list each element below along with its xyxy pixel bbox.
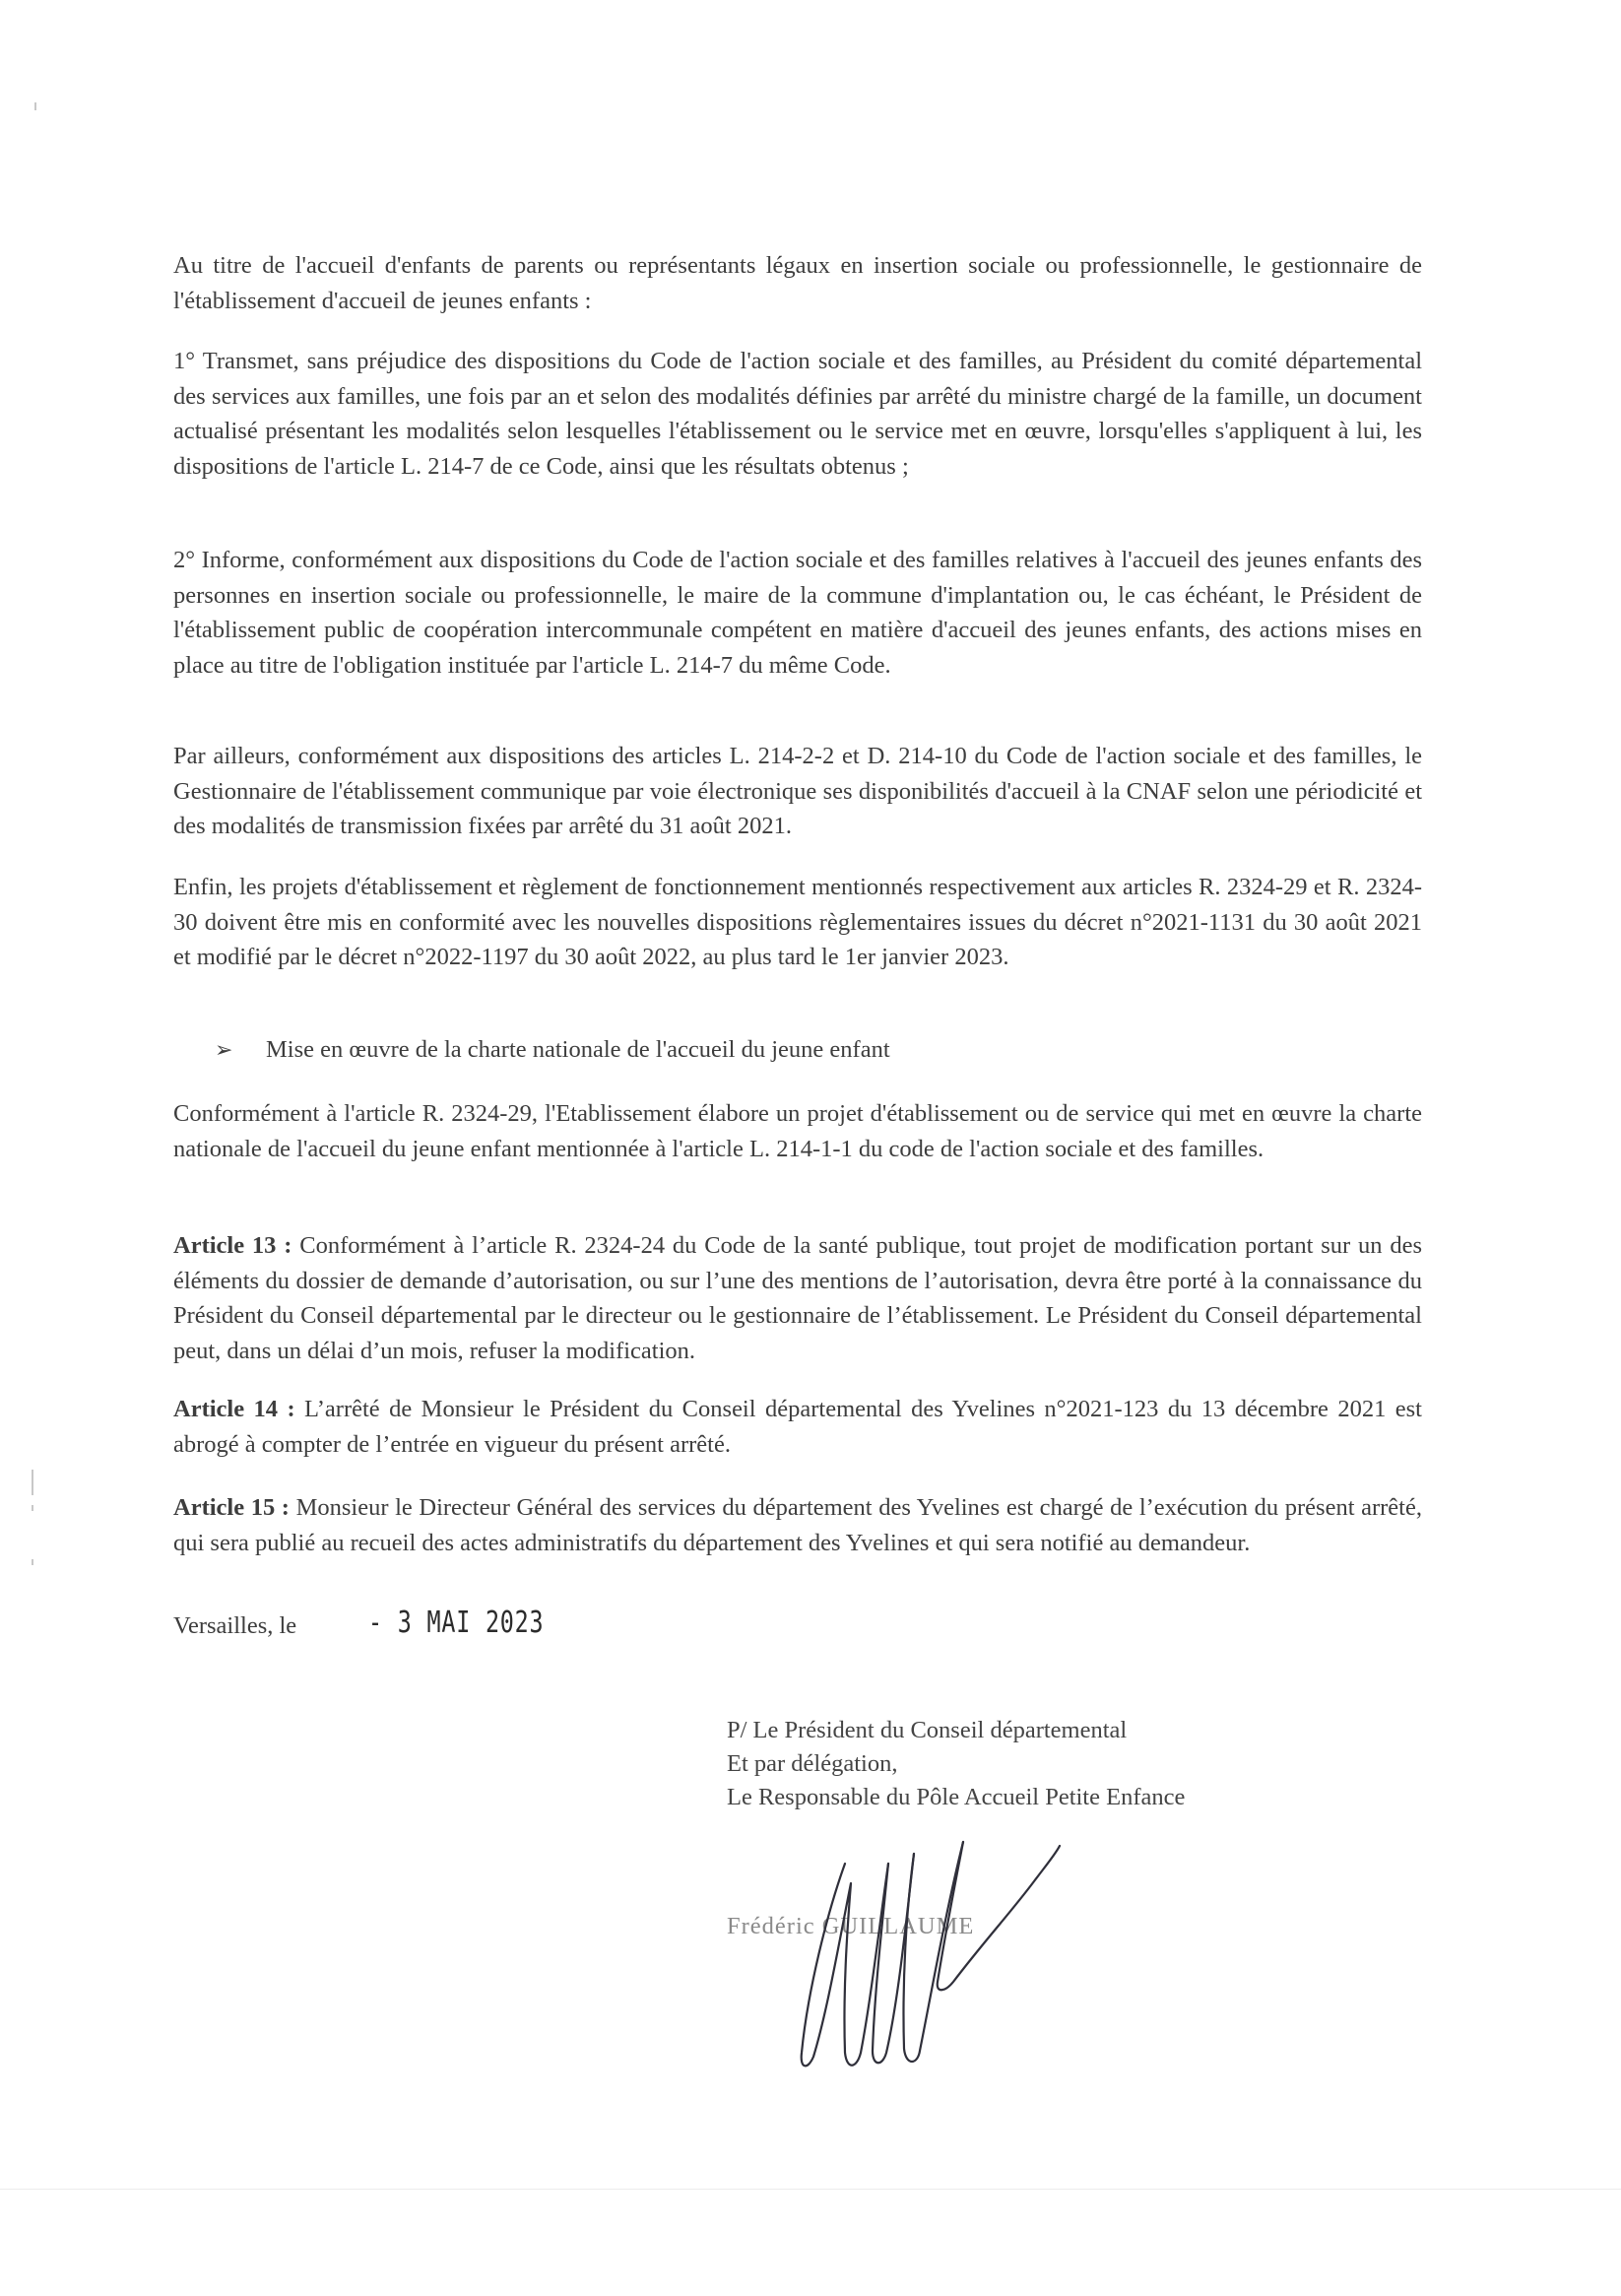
article-14 xyxy=(173,1392,1422,1462)
article-13 xyxy=(173,1228,1422,1368)
scan-mark-side-2 xyxy=(32,1505,33,1511)
paragraph-cnaf xyxy=(173,739,1422,844)
article-15 xyxy=(173,1490,1422,1560)
paragraph-item-1 xyxy=(173,344,1422,484)
scan-mark-side xyxy=(32,1470,33,1495)
article-label: Article 15 : xyxy=(173,1494,290,1521)
paragraph-text: Enfin, les projets d'établissement et règlement de fonctionnement mentionnés respectivement aux articles R. 2324-29 et R. 2324-30 doivent être mis en conformité avec les nouvelles dispositions règlementaires issues du décret n°2021-1131 du 30 août 2021 et modifié par le décret n°2022-1197 du 30 août 2022, au plus tard le 1er janvier 2023. xyxy=(173,874,1422,970)
scan-mark-top xyxy=(34,102,36,110)
paragraph-text: 2° Informe, conformément aux dispositions du Code de l'action sociale et des familles relatives à l'accueil des jeunes enfants des personnes en insertion sociale ou professionnelle, le maire de la commune d'implantation ou, le cas échéant, le Président de l'établissement public de coopération intercommunale compétent en matière d'accueil des jeunes enfants, des actions mises en place au titre de l'obligation instituée par l'article L. 214-7 du même Code. xyxy=(173,547,1422,679)
article-label: Article 14 : xyxy=(173,1396,295,1422)
paragraph-intro xyxy=(173,248,1422,318)
article-label: Article 13 : xyxy=(173,1232,292,1259)
scan-mark-side-3 xyxy=(32,1559,33,1565)
article-text: Conformément à l’article R. 2324-24 du Code de la santé publique, tout projet de modification portant sur un des éléments du dossier de demande d’autorisation, ou sur l’une des mentions de l’autorisation, devra être porté à la connaissance du Président du Conseil départemental par le directeur ou le gestionnaire de l’établissement. Le Président du Conseil départemental peut, dans un délai d’un mois, refuser la modification. xyxy=(173,1232,1423,1364)
signatory-title-line-2: Et par délégation, xyxy=(727,1750,898,1777)
section-heading: Mise en œuvre de la charte nationale de l'accueil du jeune enfant xyxy=(266,1036,890,1063)
paragraph-text: Conformément à l'article R. 2324-29, l'Etablissement élabore un projet d'établissement ou de service qui met en œuvre la charte nationale de l'accueil du jeune enfant mentionnée à l'article L. 214-1-1 du code de l'action sociale et des familles. xyxy=(173,1100,1422,1162)
signatory-title-line-3: Le Responsable du Pôle Accueil Petite Enfance xyxy=(727,1784,1186,1810)
signer-name: Frédéric GUILLAUME xyxy=(727,1913,975,1939)
paragraph-text: Par ailleurs, conformément aux dispositions des articles L. 214-2-2 et D. 214-10 du Code de l'action sociale et des familles, le Gestionnaire de l'établissement communique par voie électronique ses disponibilités d'accueil à la CNAF selon une périodicité et des modalités de transmission fixées par arrêté du 31 août 2021. xyxy=(173,743,1422,839)
paragraph-text: Au titre de l'accueil d'enfants de parents ou représentants légaux en insertion sociale ou professionnelle, le gestionnaire de l'établissement d'accueil de jeunes enfants : xyxy=(173,252,1422,314)
paragraph-item-2 xyxy=(173,543,1422,683)
paragraph-text: 1° Transmet, sans préjudice des dispositions du Code de l'action sociale et des familles, au Président du comité départemental des services aux familles, une fois par an et selon des modalités définies par arrêté du ministre chargé de la famille, un document actualisé présentant les modalités selon lesquelles l'établissement ou le service met en œuvre, lorsqu'elles s'appliquent à lui, les dispositions de l'article L. 214-7 de ce Code, ainsi que les résultats obtenus ; xyxy=(173,348,1422,480)
date-stamp: - 3 MAI 2023 xyxy=(368,1606,545,1640)
signature-block xyxy=(727,1714,1185,1814)
handwritten-signature xyxy=(788,1824,1103,2080)
article-text: Monsieur le Directeur Général des services du département des Yvelines est chargé de l’exécution du présent arrêté, qui sera publié au recueil des actes administratifs du département des Yvelines et qui sera notifié au demandeur. xyxy=(173,1494,1422,1556)
signatory-title-line-1: P/ Le Président du Conseil départemental xyxy=(727,1717,1128,1743)
article-text: L’arrêté de Monsieur le Président du Conseil départemental des Yvelines n°2021-123 du 13 décembre 2021 est abrogé à compter de l’entrée en vigueur du présent arrêté. xyxy=(173,1396,1422,1458)
paragraph-charter xyxy=(173,1096,1422,1166)
page-bottom-edge xyxy=(0,2189,1621,2190)
section-bullet xyxy=(215,1032,890,1068)
arrow-bullet-icon: ➢ xyxy=(215,1037,233,1062)
paragraph-decree xyxy=(173,870,1422,975)
place-label: Versailles, le xyxy=(173,1612,297,1639)
